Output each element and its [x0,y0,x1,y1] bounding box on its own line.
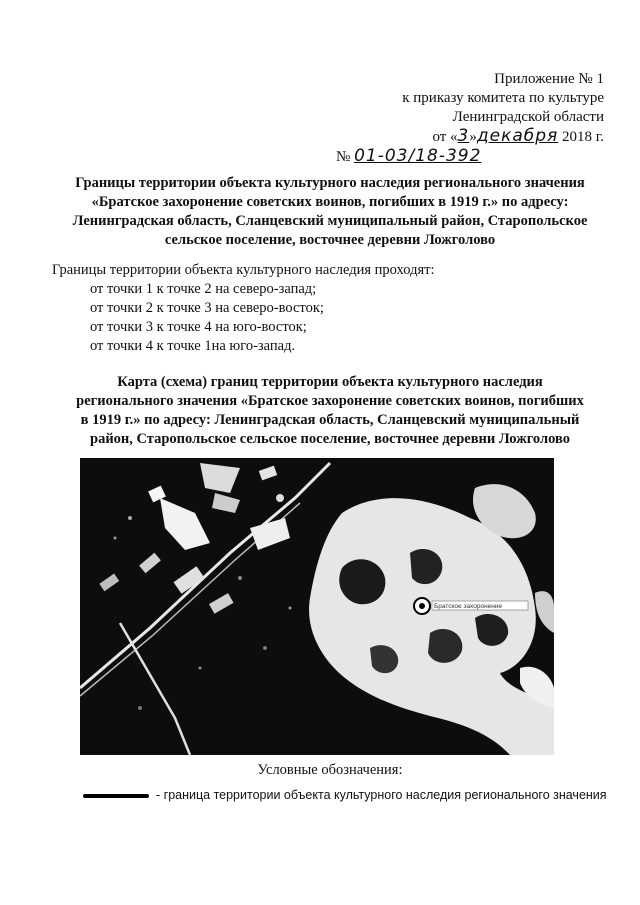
boundaries-intro: Границы территории объекта культурного наследия проходят: [52,262,435,278]
boundary-item: от точки 1 к точке 2 на северо-запад; [90,281,317,297]
boundary-item: от точки 4 к точке 1на юго-запад. [90,338,296,354]
boundary-line-symbol [83,794,149,798]
satellite-map [80,458,554,755]
handwritten-number: 01-03/18-392 [354,146,482,166]
title-line-4: сельское поселение, восточнее деревни Ложголово [164,232,496,248]
map-image [80,458,554,755]
appendix-region: Ленинградской области [452,109,604,125]
appendix-order-ref: к приказу комитета по культуре [402,90,604,106]
appendix-header [324,70,604,167]
document-title [40,174,620,250]
title-line-2: «Братское захоронение советских воинов, погибших в 1919 г.» по адресу: [91,194,569,210]
handwritten-month: декабря [476,126,559,146]
map-title [40,373,620,449]
boundary-item: от точки 2 к точке 3 на северо-восток; [90,300,324,316]
map-title-line-2: регионального значения «Братское захоронение советских воинов, погибших [76,393,584,409]
handwritten-day: 3 [457,126,470,146]
appendix-order-number: № 01-03/18-392 [336,146,482,166]
map-title-line-3: в 1919 г.» по адресу: Ленинградская область, Сланцевский муниципальный [80,412,580,428]
legend-title: Условные обозначения: [257,762,403,778]
map-title-line-4: район, Старопольское сельское поселение, восточнее деревни Ложголово [90,431,570,447]
marker-label: Братское захоронение [434,603,503,610]
appendix-number: Приложение № 1 [494,71,604,87]
legend-item-text: - граница территории объекта культурного наследия регионального значения [156,788,607,802]
boundaries-section [52,261,612,356]
boundary-item: от точки 3 к точке 4 на юго-восток; [90,319,307,335]
appendix-date: от «3»декабря 2018 г. [432,126,604,146]
title-line-1: Границы территории объекта культурного наследия регионального значения [75,175,585,191]
boundaries-list [52,280,612,356]
title-line-3: Ленинградская область, Сланцевский муниципальный район, Старопольское [72,213,588,229]
map-title-line-1: Карта (схема) границ территории объекта культурного наследия [117,374,543,390]
